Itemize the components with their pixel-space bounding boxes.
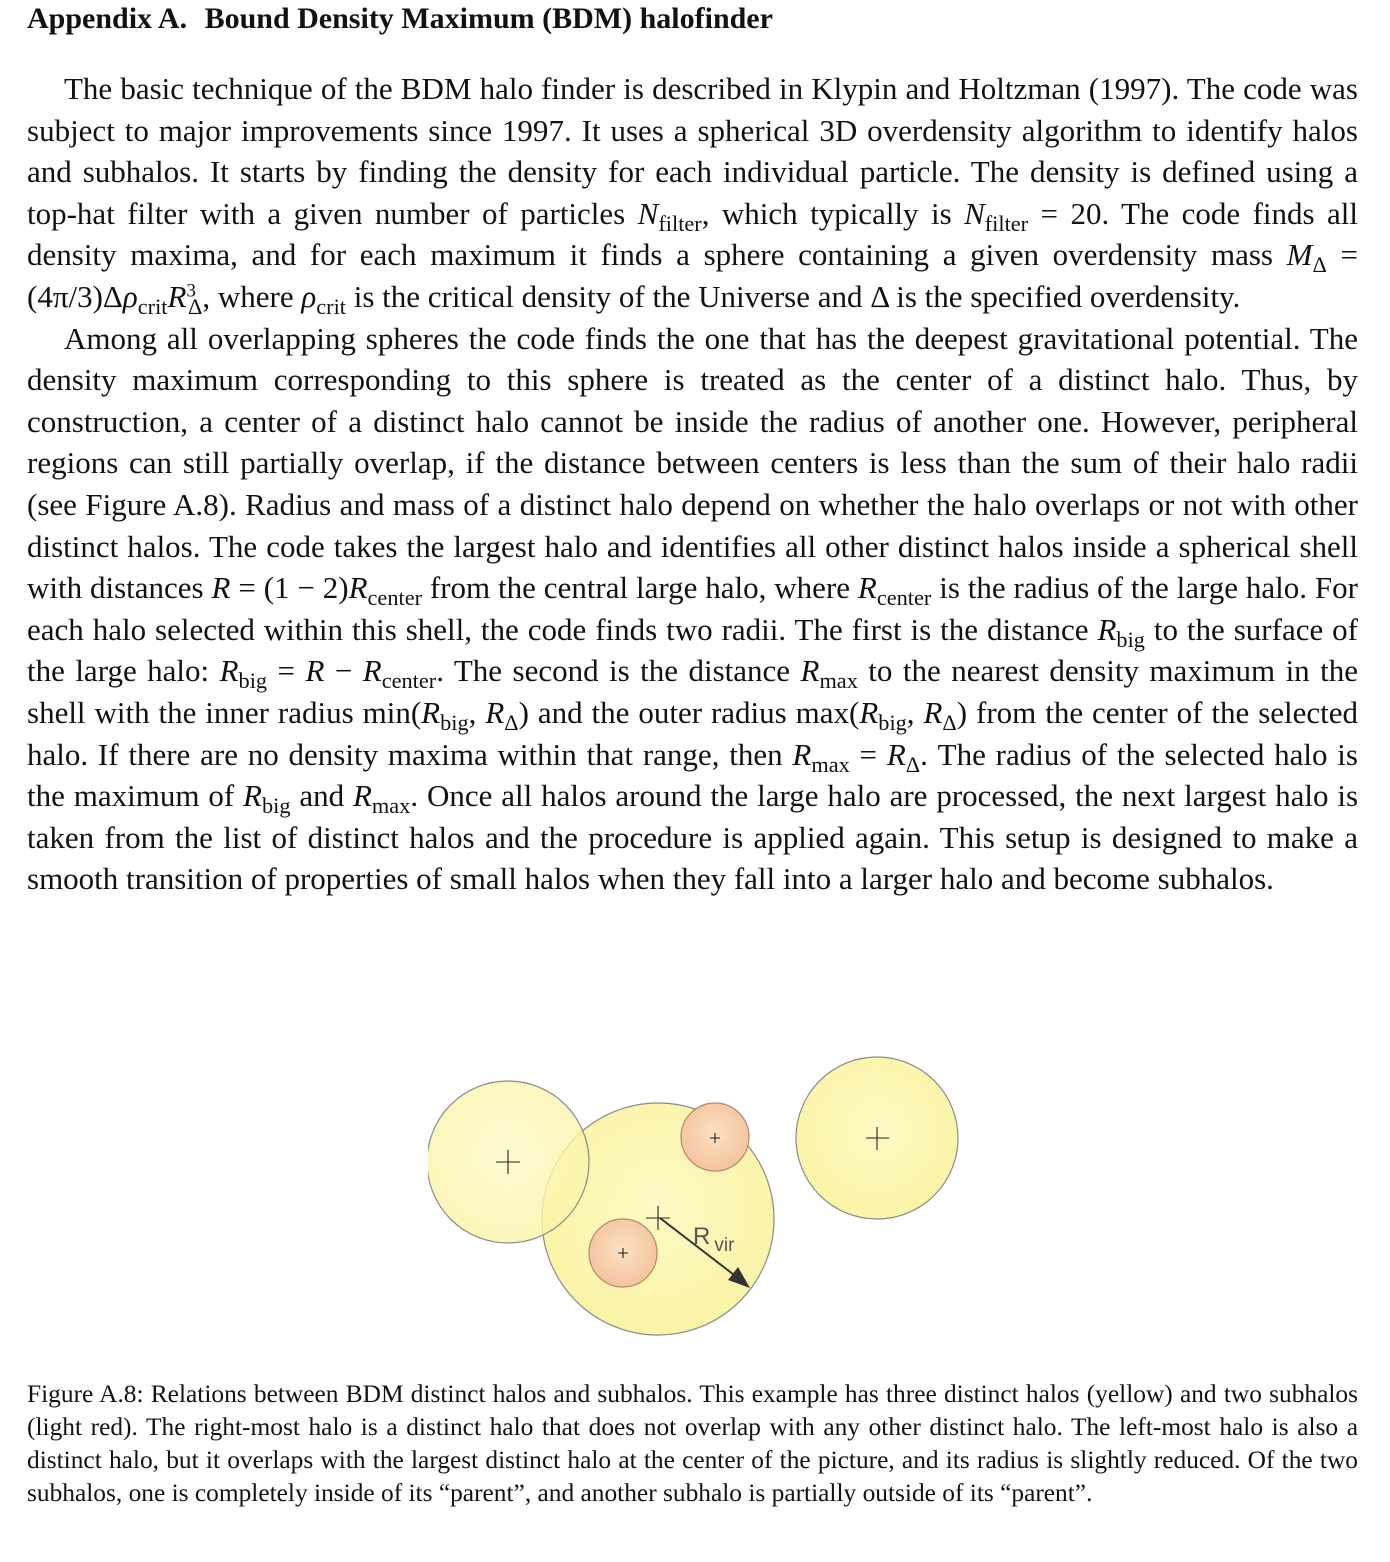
p2-text-5: to the surface of the large halo: <box>27 611 1358 689</box>
section-heading <box>27 0 1358 36</box>
paragraph-2 <box>27 318 1358 900</box>
sub-delta: Δ <box>905 751 921 777</box>
symbol-R: R <box>352 778 372 814</box>
symbol-R: R <box>859 694 879 730</box>
sub-crit: crit <box>316 294 346 320</box>
sub-big: big <box>1116 626 1145 652</box>
sub-big: big <box>878 710 907 736</box>
p1-text-6: is the critical density of the Universe and Δ is the specified overdensity. <box>346 278 1241 314</box>
symbol-N: N <box>964 195 985 231</box>
symbol-N: N <box>637 195 659 231</box>
sub-delta: Δ <box>504 710 519 736</box>
symbol-R: R <box>362 653 382 689</box>
p2-text-8: . The second is the distance <box>436 653 801 689</box>
p2-text-11: ) and the outer radius max( <box>518 694 860 730</box>
p2-text-6: = <box>267 653 306 689</box>
symbol-R: R <box>243 778 262 814</box>
symbol-M: M <box>1286 237 1313 273</box>
p2-text-13: = <box>849 736 887 772</box>
p2-text-14: . The radius of the selected halo is the maximum of <box>27 736 1358 814</box>
symbol-R: R <box>792 736 812 772</box>
sub-big: big <box>440 710 469 736</box>
p2-text-16: . Once all halos around the large halo are processed, the next largest halo is taken from the list of distinct halos and the procedure is applied again. This setup is designed to make a smooth transition of properties of small halos when they fall into a larger halo and become subhalos. <box>27 778 1359 897</box>
figure-caption: Figure A.8: Relations between BDM distinct halos and subhalos. This example has three distinct halos (yellow) and two subhalos (light red). The right-most halo is a distinct halo that does not overlap with any other distinct halo. The left-most halo is also a distinct halo, but it overlaps with the largest distinct halo at the center of the picture, and its radius is slightly reduced. Of the two subhalos, one is completely inside of its “parent”, and another subhalo is partially outside of its “parent”. <box>27 1380 1358 1507</box>
paragraph-1 <box>27 68 1358 318</box>
sub-max: max <box>819 668 858 694</box>
symbol-R: R <box>1097 611 1117 647</box>
page-content <box>27 0 1358 900</box>
halo-diagram <box>0 1050 1390 1350</box>
symbol-R: R <box>167 278 187 314</box>
sup-cube: 3 <box>186 280 197 302</box>
p1-text-1: The basic technique of the BDM halo finder is described in Klypin and Holtzman (1997). The code was subject to major improvements since 1997. It uses a spherical 3D overdensity algorithm to identify halos and subhalos. It starts by finding the density for each individual particle. The density is defined using a top-hat filter with a given number of particles <box>27 71 1358 231</box>
symbol-R: R <box>421 694 441 730</box>
p2-text-15: and <box>290 778 353 814</box>
p2-text-10: , <box>468 694 486 730</box>
symbol-R: R <box>857 570 877 606</box>
sub-center: center <box>876 585 932 611</box>
symbol-R: R <box>485 694 505 730</box>
sub-delta: Δ <box>1312 252 1327 278</box>
sub-max: max <box>811 751 850 777</box>
p2-text-3: from the central large halo, where <box>422 570 858 606</box>
p2-text-10: , <box>906 694 924 730</box>
symbol-R: R <box>923 694 943 730</box>
sub-crit: crit <box>137 294 168 320</box>
p2-text-9: to the nearest density maximum in the shell with the inner radius min( <box>27 653 1359 730</box>
sub-filter: filter <box>984 210 1029 236</box>
symbol-rho: ρ <box>122 278 138 314</box>
symbol-R: R <box>211 570 231 606</box>
sub-big: big <box>238 668 268 694</box>
p1-text-2: , which typically is <box>701 195 965 231</box>
p1-text-5: , where <box>202 278 302 314</box>
section-number: Appendix A. <box>27 2 188 35</box>
sub-center: center <box>381 668 437 694</box>
p2-text-2: = (1 − 2) <box>230 570 349 606</box>
section-title: Bound Density Maximum (BDM) halofinder <box>204 2 773 35</box>
p2-text-1: Among all overlapping spheres the code finds the one that has the deepest gravitational potential. The density maximum corresponding to this sphere is treated as the center of a distinct halo. Thus, by construction, a center of a distinct halo cannot be inside the radius of another one. However, peripheral regions can still partially overlap, if the distance between centers is less than the sum of their halo radii (see Figure A.8). Radius and mass of a distinct halo depend on whether the halo overlaps or not with other distinct halos. The code takes the largest halo and identifies all other distinct halos inside a spherical shell with distances <box>27 320 1358 606</box>
symbol-R: R <box>348 570 368 606</box>
p1-text-3: = 20. The code finds all density maxima, and for each maximum it finds a sphere containing a given overdensity mass <box>27 195 1359 273</box>
figure-a8 <box>0 1050 1390 1350</box>
sub-center: center <box>367 585 423 611</box>
symbol-R: R <box>305 653 325 689</box>
p2-text-4: is the radius of the large halo. For each halo selected within this shell, the code finds two radii. The first is the distance <box>27 570 1358 647</box>
p1-text-4: = (4π/3)Δ <box>27 237 1358 314</box>
p2-text-12: ) from the center of the selected halo. If there are no density maxima within that range, then <box>27 694 1359 772</box>
p2-text-7: − <box>324 653 363 689</box>
sub-filter: filter <box>658 210 702 236</box>
sub-big: big <box>261 793 291 819</box>
symbol-rho: ρ <box>301 278 317 314</box>
symbol-R: R <box>800 653 820 689</box>
sub-delta: Δ <box>942 710 957 736</box>
sub-delta: Δ <box>188 294 203 320</box>
rvir-label: R $_{vir}$ <box>693 1223 735 1256</box>
sub-max: max <box>371 793 411 819</box>
symbol-R: R <box>886 736 906 772</box>
symbol-R: R <box>219 653 239 689</box>
